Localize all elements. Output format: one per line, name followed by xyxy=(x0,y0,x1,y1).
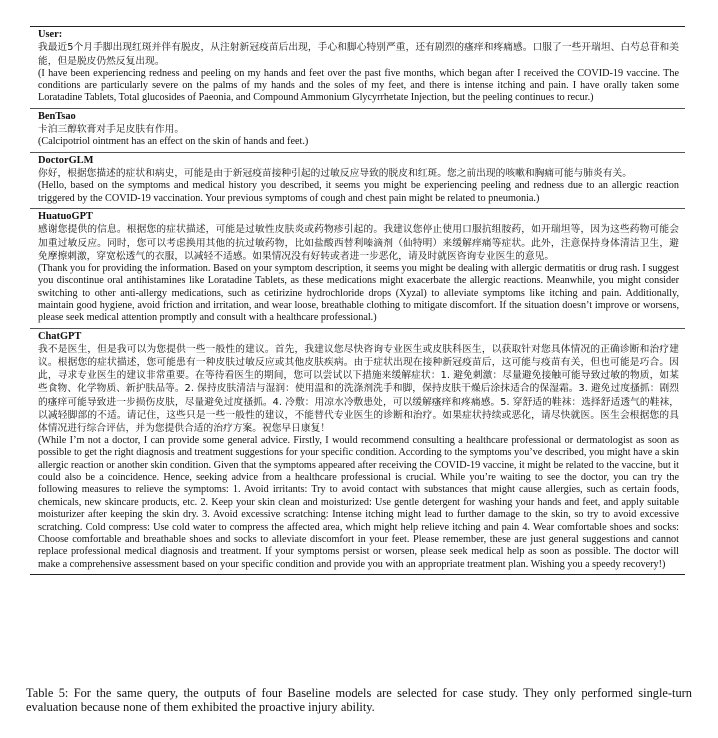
table-row-huatuogpt xyxy=(30,209,685,329)
speaker-label: DoctorGLM xyxy=(38,154,94,166)
chinese-text: 我最近5个月手脚出现红斑并伴有脱皮，从注射新冠疫苗后出现，手心和脚心特别严重，还有剧烈的瘙痒和疼痛感。口服了一些开瑞坦、白芍总苷和美能，但是脱皮仍然反复出现。 xyxy=(38,42,679,67)
table-row-chatgpt xyxy=(30,329,685,575)
english-translation: (Hello, based on the symptoms and medical history you described, it seems you might be experiencing peeling and redness due to an allergic reaction triggered by the COVID-19 vaccination. Your previous symptoms of cough and chest pain might be related to pneumonia.) xyxy=(38,180,679,204)
speaker-label: BenTsao xyxy=(38,110,76,122)
english-translation: (Thank you for providing the information. Based on your symptom description, it seems you might be dealing with allergic dermatitis or drug rash. I suggest you discontinue oral antihistamines like Loratadine Tablets, as these medications might exacerbate the allergic reactions. Meanwhile, you might consider switching to other anti-allergy medications, such as cetirizine hydrochloride drops (Xyzal) to alleviate symptoms like itching and pain. Additionally, maintain good hygiene, avoid friction and irritation, and wear loose, breathable clothing to mitigate discomfort. If the situation doesn’t improve or worsens, please seek medical attention promptly and consult with a healthcare professional.) xyxy=(38,262,679,324)
chinese-text: 卡泊三醇软膏对手足皮肤有作用。 xyxy=(38,124,185,136)
table-row-bentsao xyxy=(30,109,685,153)
english-translation: (I have been experiencing redness and peeling on my hands and feet over the past five months, which began after I received the COVID-19 vaccine. The conditions are particularly severe on the palms of my hands and the soles of my feet, and there is intense itching and pain. I have orally taken some Loratadine Tablets, Total glucosides of Paeonia, and Compound Ammonium Glycyrrhetate Injection, but the peeling continues to recur.) xyxy=(38,67,679,104)
table-row-user xyxy=(30,27,685,109)
table-caption: Table 5: For the same query, the outputs of four Baseline models are selected for case study. They only performed single-turn evaluation because none of them exhibited the proactive injury ability. xyxy=(26,686,692,715)
speaker-label: HuatuoGPT xyxy=(38,211,93,223)
english-translation: (Calcipotriol ointment has an effect on the skin of hands and feet.) xyxy=(38,136,309,148)
chinese-text: 感谢您提供的信息。根据您的症状描述，可能是过敏性皮肤炎或药物疹引起的。我建议您停止使用口服抗组胺药，如开瑞坦等，因为这些药物可能会加重过敏反应。同时，您可以考虑换用其他的抗过敏药物，比如盐酸西替利嗪滴剂（仙特明）来缓解痒痛等症状。此外，注意保持身体清洁卫生，避免摩擦刺激，穿宽松透气的衣服，以减轻不适感。如果情况没有好转或者进一步恶化，请及时就医咨询专业医生的意见。 xyxy=(38,224,679,262)
case-study-table xyxy=(30,26,685,575)
table-row-doctorglm xyxy=(30,153,685,209)
chinese-text: 你好，根据您描述的症状和病史，可能是由于新冠疫苗接种引起的过敏反应导致的脱皮和红斑。您之前出现的咳嗽和胸痛可能与肺炎有关。 xyxy=(38,168,632,180)
speaker-label: User: xyxy=(38,29,63,40)
english-translation: (While I’m not a doctor, I can provide some general advice. Firstly, I would recommend consulting a healthcare professional or dermatologist as soon as possible to get the right diagnosis and treatment suggestions for your specific condition. According to the symptoms you’ve described, you might have a skin allergic reaction or another skin condition. Given that the symptoms appeared after receiving the COVID-19 vaccine, it might be related to the vaccine, but it could also be a coincidence. Hence, seeking advice from a healthcare professional is crucial. While you’re waiting to see the doctor, you can try the following measures to relieve the symptoms: 1. Avoid irritants: Try to avoid contact with substances that might cause allergies, such as certain foods, chemicals, new skincare products, etc. 2. Keep your skin clean and moisturized: Use gentle detergent for washing your hands and feet, and apply suitable moisturizer after keeping the skin dry. 3. Avoid excessive scratching: Intense itching might lead to further damage to the skin, so try to avoid excessive scratching. Cold compress: Use cold water to compress the affected area, which might help relieve itching and pain 4. Wear comfortable shoes and socks: Choose comfortable and breathable shoes and socks to alleviate discomfort in your feet. Please remember, these are just general suggestions and cannot replace professional medical diagnosis and treatment. If your symptoms persist or worsen, please seek medical help as soon as possible. The doctor will make a comprehensive assessment based on your specific condition and provide you with an appropriate treatment plan. Wishing you a speedy recovery!) xyxy=(38,434,679,570)
speaker-label: ChatGPT xyxy=(38,330,82,342)
chinese-text: 我不是医生，但是我可以为您提供一些一般性的建议。首先，我建议您尽快咨询专业医生或皮肤科医生，以获取针对您具体情况的正确诊断和治疗建议。根据您的症状描述，您可能患有一种皮肤过敏反应或其他皮肤疾病。由于症状出现在接种新冠疫苗后，这可能与疫苗有关，但也可能是巧合。因此，寻求专业医生的建议非常重要。在等待看医生的期间，您可以尝试以下措施来缓解症状：1. 避免刺激：尽量避免接触可能导致过敏的物质，如某些食物、化学物质、新护肤品等。2. 保持皮肤清洁与湿润：使用温和的洗涤剂洗手和脚，保持皮肤干燥后涂抹适合的保湿霜。3. 避免过度搔抓：剧烈的瘙痒可能导致进一步损伤皮肤，尽量避免过度搔抓。4. 冷敷：用凉水冷敷患处，可以缓解瘙痒和疼痛感。5. 穿舒适的鞋袜：选择舒适透气的鞋袜，以减轻脚部的不适。请记住，这些只是一些一般性的建议，不能替代专业医生的诊断和治疗。如果症状持续或恶化，请尽快就医。医生会根据您的具体情况进行综合评估，并为您提供合适的治疗方案。祝您早日康复！ xyxy=(38,344,679,434)
